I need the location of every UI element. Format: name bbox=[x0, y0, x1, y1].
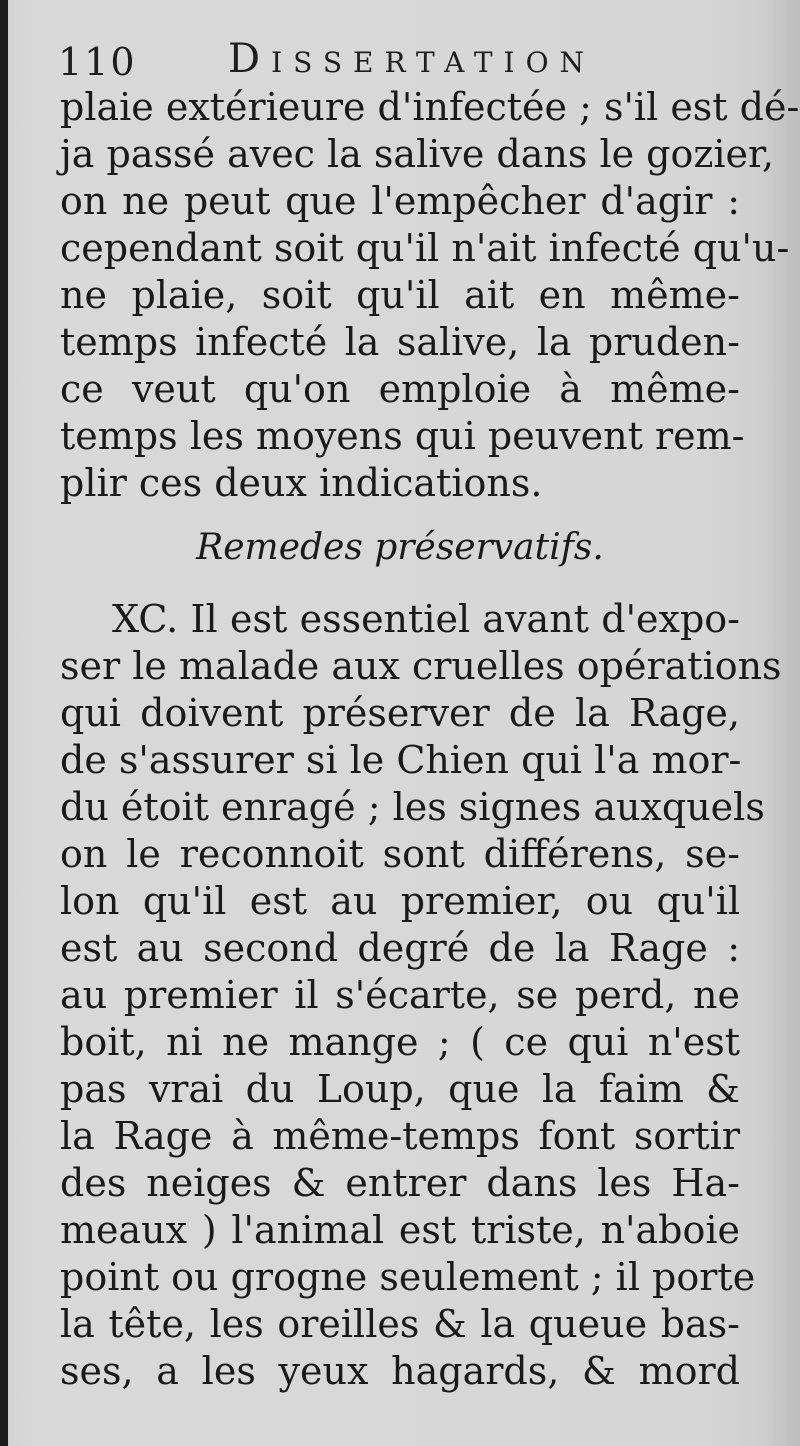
text-line: ses, a les yeux hagards, & mord bbox=[60, 1349, 740, 1393]
text-line: de s'assurer si le Chien qui l'a mor- bbox=[60, 738, 742, 782]
text-line: lon qu'il est au premier, ou qu'il bbox=[60, 879, 740, 923]
text-line: la tête, les oreilles & la queue bas- bbox=[60, 1302, 740, 1346]
text-line: ja passé avec la salive dans le gozier, bbox=[60, 132, 775, 176]
text-line: du étoit enragé ; les signes auxquels bbox=[60, 785, 765, 829]
text-line: des neiges & entrer dans les Ha- bbox=[60, 1161, 740, 1205]
text-line: temps les moyens qui peuvent rem- bbox=[60, 414, 745, 458]
text-line: on ne peut que l'empêcher d'agir : bbox=[60, 179, 740, 223]
text-line: XC. Il est essentiel avant d'expo- bbox=[112, 597, 740, 641]
text-line: ne plaie, soit qu'il ait en même- bbox=[60, 273, 740, 317]
text-line: temps infecté la salive, la pruden- bbox=[60, 320, 740, 364]
text-line: on le reconnoit sont différens, se- bbox=[60, 832, 740, 876]
section-heading: Remedes préservatifs. bbox=[196, 527, 604, 568]
text-line: cependant soit qu'il n'ait infecté qu'u- bbox=[60, 226, 790, 270]
page-edge-shadow bbox=[0, 0, 8, 1446]
text-line: point ou grogne seulement ; il porte bbox=[60, 1255, 756, 1299]
text-line: est au second degré de la Rage : bbox=[60, 926, 740, 970]
text-line: au premier il s'écarte, se perd, ne bbox=[60, 973, 740, 1017]
text-line: plaie extérieure d'infectée ; s'il est dé- bbox=[60, 85, 800, 129]
text-line: ce veut qu'on emploie à même- bbox=[60, 367, 740, 411]
text-line: plir ces deux indications. bbox=[60, 461, 543, 505]
text-line: qui doivent préserver de la Rage, bbox=[60, 691, 740, 735]
text-line: la Rage à même-temps font sortir bbox=[60, 1114, 740, 1158]
text-line: pas vrai du Loup, que la faim & bbox=[60, 1067, 740, 1111]
text-line: ser le malade aux cruelles opérations bbox=[60, 644, 782, 688]
page-number: 110 bbox=[58, 40, 137, 84]
text-line: meaux ) l'animal est triste, n'aboie bbox=[60, 1208, 740, 1252]
running-head: Dissertation bbox=[228, 36, 596, 82]
text-line: boit, ni ne mange ; ( ce qui n'est bbox=[60, 1020, 740, 1064]
